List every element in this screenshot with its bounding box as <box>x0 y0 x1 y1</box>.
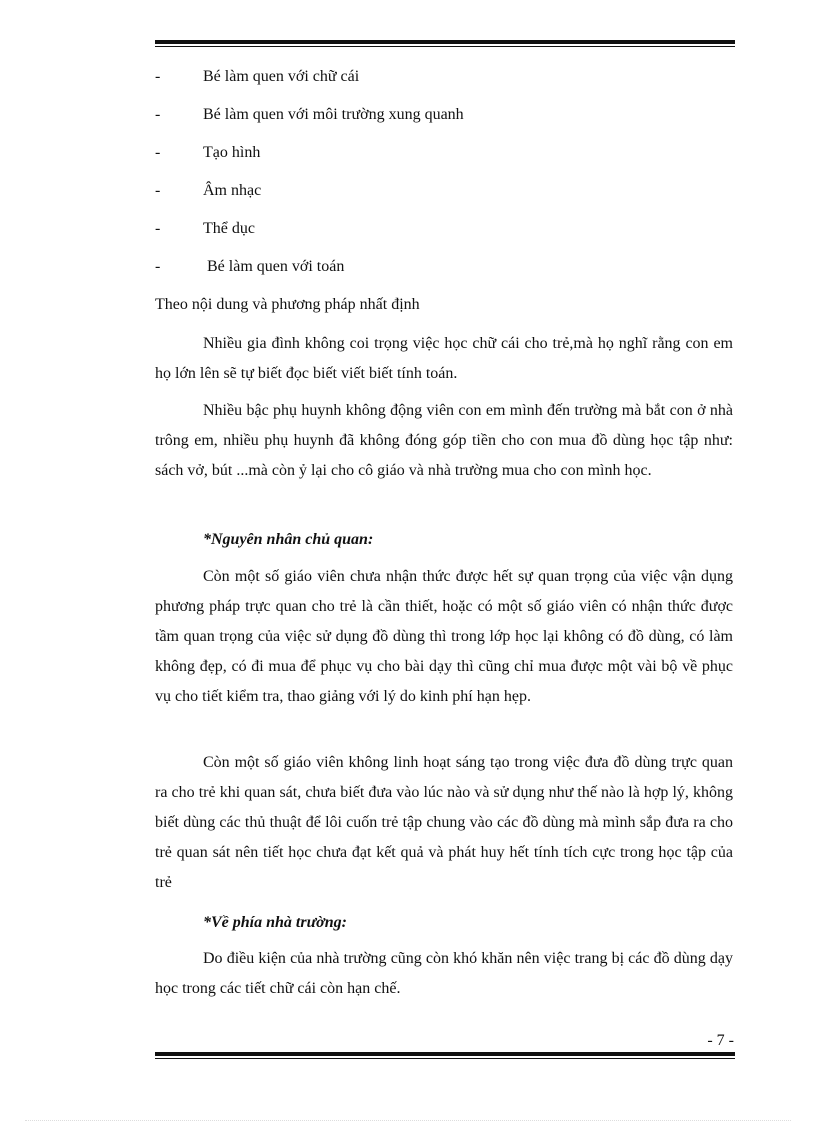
paragraph: Do điều kiện của nhà trường cũng còn khó khăn nên việc trang bị các đồ dùng dạy học trong các tiết chữ cái còn hạn chế. <box>155 950 733 997</box>
list-item-text: Bé làm quen với môi trường xung quanh <box>203 106 464 123</box>
list-marker: - <box>155 182 161 199</box>
paragraph: Nhiều gia đình không coi trọng việc học chữ cái cho trẻ,mà họ nghĩ rằng con em họ lớn lên sẽ tự biết đọc biết viết biết tính toán. <box>155 335 733 382</box>
list-item-text: Tạo hình <box>203 144 261 161</box>
list-marker: - <box>155 220 161 237</box>
paragraph: Nhiều bậc phụ huynh không động viên con em mình đến trường mà bắt con ở nhà trông em, nhiều phụ huynh đã không đóng góp tiền cho con mua đồ dùng học tập như: sách vở, bút ...mà còn ỷ lại cho cô giáo và nhà trường mua cho con mình học. <box>155 402 733 479</box>
list-item <box>155 219 255 239</box>
list-marker: - <box>155 68 161 85</box>
section-heading-subjective: *Nguyên nhân chủ quan: <box>203 531 374 548</box>
list-item <box>155 181 261 201</box>
section-heading-school: *Về phía nhà trường: <box>203 914 347 931</box>
list-item-text: Bé làm quen với chữ cái <box>203 68 360 85</box>
paragraph: Còn một số giáo viên không linh hoạt sáng tạo trong việc đưa đồ dùng trực quan ra cho trẻ khi quan sát, chưa biết đưa vào lúc nào và sử dụng như thế nào là hợp lý, không biết dùng các thủ thuật để lôi cuốn trẻ tập chung vào các đồ dùng mà mình sắp đưa ra cho trẻ quan sát nên tiết học chưa đạt kết quả và phát huy hết tính tích cực trong học tập của trẻ <box>155 754 733 891</box>
list-item <box>155 143 260 163</box>
page-number: - 7 - <box>707 1032 734 1049</box>
list-item-text: Âm nhạc <box>203 182 262 199</box>
list-item-text: Thể dục <box>203 220 255 237</box>
list-item <box>155 105 464 125</box>
paragraph: Còn một số giáo viên chưa nhận thức được hết sự quan trọng của việc vận dụng phương pháp trực quan cho trẻ là cần thiết, hoặc có một số giáo viên có nhận thức được tầm quan trọng của việc sử dụng đồ dùng thì trong lớp học lại không có đồ dùng, có làm không đẹp, có đi mua để phục vụ cho bài dạy thì cũng chỉ mua được một vài bộ về phục vụ cho tiết kiểm tra, thao giảng với lý do kinh phí hạn hẹp. <box>155 568 733 705</box>
header-rule <box>155 40 735 47</box>
page-edge-divider <box>25 1120 791 1121</box>
list-item <box>155 257 344 277</box>
list-marker: - <box>155 258 161 275</box>
footer-rule <box>155 1052 735 1059</box>
list-marker: - <box>155 144 161 161</box>
intro-line: Theo nội dung và phương pháp nhất định <box>155 296 420 313</box>
list-marker: - <box>155 106 161 123</box>
list-item <box>155 67 359 87</box>
list-item-text: Bé làm quen với toán <box>203 258 345 275</box>
